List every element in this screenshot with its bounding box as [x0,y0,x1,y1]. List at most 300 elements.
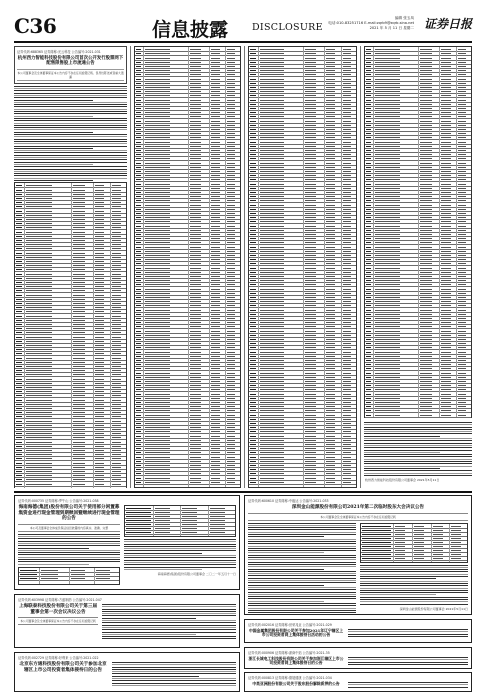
table-cell-text [326,289,335,290]
table-cell-text [326,91,335,92]
table-cell-text [343,116,351,117]
table-cell-text [362,534,391,535]
table-cell-text [16,366,22,367]
table-cell-text [227,314,235,315]
table-cell-text [73,362,85,363]
table-cell-text [260,402,285,403]
table-cell-text [73,374,85,375]
table-cell-text [190,402,202,403]
column-4 [364,46,472,488]
table-cell-text [441,66,450,67]
table-cell-text [73,345,85,346]
table-cell-text [16,236,22,237]
table-cell-text [26,286,52,287]
text-line [364,433,472,434]
table-cell-text [375,331,399,332]
table-cell-text [16,232,22,233]
table-cell-text [227,70,235,71]
table-cell-text [190,184,202,185]
table-cell-text [305,373,317,374]
table-cell-text [420,406,432,407]
table-cell-text [458,339,466,340]
table-cell-text [211,406,220,407]
stock-code-line: 证券代码:002016 证券简称:世荣兆业 公告编号:2021-029 [248,623,332,627]
table-cell-text [145,419,169,420]
table-cell-text [73,400,85,401]
table-cell-text [211,184,220,185]
text-line [248,580,356,581]
table-cell-text [375,58,399,59]
table-cell-text [73,395,85,396]
table-cell-text [73,211,85,212]
text-line [248,539,356,540]
table-cell-text [441,116,450,117]
table-cell-text [433,530,443,531]
table-cell-text [145,251,169,252]
table-cell-text [71,570,85,571]
text-line [14,171,127,172]
text-line [348,682,468,683]
announcement-header [14,46,127,84]
text-line [14,136,127,137]
text-line [248,527,356,528]
table-cell-text [155,508,170,509]
table-cell-text [326,108,335,109]
table-cell-text [190,339,202,340]
table-cell-text [145,163,169,164]
table-cell-text [145,478,169,479]
table-cell-text [366,352,371,353]
table-cell-text [441,146,450,147]
table-cell-text [305,53,317,54]
table-cell-text [26,236,52,237]
table-cell-text [227,431,235,432]
table-cell-text [441,297,450,298]
table-column-rule [225,47,226,487]
table-cell-text [326,58,335,59]
table-cell-text [16,307,22,308]
table-cell-text [73,387,85,388]
announcement-title: 中昊亚洲股份有限公司关于股东股份解除质押的公告 [252,681,340,686]
table-cell-text [420,339,432,340]
table-cell-text [136,53,141,54]
table-cell-text [227,116,235,117]
table-cell-text [190,352,202,353]
table-cell-text [145,49,169,50]
table-cell-text [145,415,169,416]
table-cell-text [441,280,450,281]
table-cell-text [305,49,317,50]
table-cell-text [343,133,351,134]
table-cell-text [366,192,371,193]
table-cell-text [211,360,220,361]
table-cell-text [145,79,169,80]
announcement-body-text [248,523,356,615]
table-cell-text [420,217,432,218]
table-cell-text [260,322,285,323]
table-cell-text [441,251,450,252]
table-cell-text [190,87,202,88]
table-cell-text [227,360,235,361]
table-cell-text [136,171,141,172]
table-cell-text [458,394,466,395]
table-cell-text [136,247,141,248]
table-cell-text [145,184,169,185]
table-cell-text [95,299,105,300]
table-cell-text [95,458,105,459]
table-cell-text [145,100,169,101]
table-cell-text [227,326,235,327]
table-cell-text [395,526,405,527]
text-line [14,118,127,119]
text-line [124,553,202,554]
table-cell-text [190,104,202,105]
table-cell-text [260,205,285,206]
table-cell-text [112,316,121,317]
table-cell-text [250,192,256,193]
table-cell-text [145,423,169,424]
table-cell-text [433,542,443,543]
table-cell-text [16,391,22,392]
table-cell-text [112,437,121,438]
table-cell-text [211,415,220,416]
table-cell-text [211,289,220,290]
text-line [248,559,356,560]
table-cell-text [305,200,317,201]
table-cell-text [458,289,466,290]
table-cell-text [420,318,432,319]
table-cell-text [211,398,220,399]
table-cell-text [211,200,220,201]
table-cell-text [136,389,141,390]
table-cell-text [227,436,235,437]
table-cell-text [136,415,141,416]
table-cell-text [375,305,399,306]
table-cell-text [326,205,335,206]
table-cell-text [136,133,141,134]
table-cell-text [73,379,85,380]
table-cell-text [326,209,335,210]
text-line [248,523,356,524]
table-cell-text [26,387,52,388]
table-cell-text [458,108,466,109]
table-cell-text [227,335,235,336]
table-cell-text [250,167,256,168]
table-cell-text [326,335,335,336]
table-cell-text [375,112,399,113]
text-line [248,529,356,530]
table-cell-text [366,322,371,323]
table-cell-text [343,91,351,92]
table-cell-text [305,213,317,214]
table-cell-text [136,142,141,143]
table-cell-text [16,311,22,312]
table-cell-text [326,116,335,117]
text-line [18,536,120,537]
table-cell-text [145,226,169,227]
table-cell-text [16,467,22,468]
table-cell-text [95,416,105,417]
table-cell-text [420,53,432,54]
table-cell-text [95,370,105,371]
table-cell-text [211,163,220,164]
text-line [364,456,472,457]
table-cell-text [211,461,220,462]
table-cell-text [366,167,371,168]
table-cell-text [305,482,317,483]
table-cell-text [420,335,432,336]
text-line [248,569,324,570]
table-cell-text [136,360,141,361]
table-cell-text [420,125,432,126]
table-cell-text [227,230,235,231]
table-cell-text [16,370,22,371]
table-cell-text [250,163,256,164]
board-notice: 本公司董事会及全体董事保证本公告内容不存在任何虚假记载 [18,617,98,625]
text-line [360,590,468,591]
table-cell-text [227,448,235,449]
table-cell-text [305,427,317,428]
table-cell-text [343,436,351,437]
table-cell-text [260,305,285,306]
table-cell-text [375,247,399,248]
table-cell-text [136,49,141,50]
table-cell-text [250,70,256,71]
table-cell-text [145,473,169,474]
table-cell-text [73,202,85,203]
table-cell-text [458,171,466,172]
table-cell-text [414,542,424,543]
table-row-rule [361,528,467,529]
table-cell-text [227,91,235,92]
table-cell-text [305,196,317,197]
table-cell-text [26,223,52,224]
table-cell-text [326,339,335,340]
table-cell-text [112,450,121,451]
table-cell-text [73,215,85,216]
table-cell-text [250,436,256,437]
table-cell-text [326,49,335,50]
table-cell-text [16,475,22,476]
text-line [364,424,472,425]
table-cell-text [260,331,285,332]
board-notice: 本公司及董事会全体成员保证信息披露的内容真实、准确、完整 [18,524,120,532]
table-cell-text [260,112,285,113]
header-rule [14,41,472,43]
table-cell-text [343,251,351,252]
table-cell-text [366,255,371,256]
table-cell-text [250,234,256,235]
table-cell-text [227,469,235,470]
table-cell-text [95,383,105,384]
table-cell-text [420,171,432,172]
table-cell-text [211,482,220,483]
table-cell-text [95,265,105,266]
text-line [18,552,120,553]
table-cell-text [26,421,52,422]
table-cell-text [71,574,85,575]
table-cell-text [190,66,202,67]
table-cell-text [326,217,335,218]
table-cell-text [136,205,141,206]
section-subtitle: DISCLOSURE [252,22,323,33]
table-cell-text [375,234,399,235]
table-cell-text [136,112,141,113]
table-cell-text [190,373,202,374]
table-cell-text [145,142,169,143]
table-cell-text [414,534,424,535]
table-cell-text [441,175,450,176]
table-cell-text [441,318,450,319]
table-cell-text [326,276,335,277]
text-line [248,596,356,597]
table-cell-text [250,79,256,80]
table-cell-text [136,423,141,424]
table-cell-text [458,91,466,92]
stock-code-line: 证券代码:000906 证券简称:浙商中拓 公告编号:2021-35 [248,651,330,655]
table-cell-text [305,469,317,470]
table-cell-text [441,171,450,172]
table-cell-text [250,331,256,332]
table-cell-text [145,368,169,369]
text-line [248,587,356,588]
table-cell-text [326,293,335,294]
table-cell-text [375,326,399,327]
table-cell-text [73,194,85,195]
table-cell-text [375,137,399,138]
table-cell-text [343,385,351,386]
table-cell-text [441,314,450,315]
table-cell-text [136,335,141,336]
table-cell-text [375,259,399,260]
text-line [248,594,356,595]
table-cell-text [112,471,121,472]
table-cell-text [250,293,256,294]
announcement-box [244,672,472,692]
text-line [248,571,356,572]
text-line [14,155,127,156]
table-cell-text [305,339,317,340]
table-cell-text [26,265,52,266]
table-cell-text [227,217,235,218]
table-cell-text [343,352,351,353]
table-cell-text [145,272,169,273]
table-cell-text [260,263,285,264]
table-cell-text [326,192,335,193]
table-cell-text [16,484,22,485]
table-cell-text [250,377,256,378]
table-cell-text [95,332,105,333]
table-cell-text [136,276,141,277]
text-line [348,662,468,663]
table-cell-text [326,347,335,348]
text-line [14,157,127,158]
table-cell-text [343,318,351,319]
table-cell-text [451,550,461,551]
table-cell-text [441,184,450,185]
announcement-body-text [102,604,236,641]
table-cell-text [227,356,235,357]
table-cell-text [145,364,169,365]
table-cell-text [366,402,371,403]
table-cell-text [95,202,105,203]
table-cell-text [441,339,450,340]
table-cell-text [343,184,351,185]
table-cell-text [250,184,256,185]
table-cell-text [305,230,317,231]
table-cell-text [250,343,256,344]
table-cell-text [182,532,197,533]
table-cell-text [260,116,285,117]
table-cell-text [305,247,317,248]
table-cell-text [211,272,220,273]
table-cell-text [211,444,220,445]
text-line [124,544,236,545]
table-cell-text [95,391,105,392]
table-cell-text [145,175,169,176]
table-cell-text [211,192,220,193]
table-cell-text [375,196,399,197]
table-cell-text [250,108,256,109]
table-column-rule [153,506,154,536]
table-cell-text [420,242,432,243]
table-cell-text [190,129,202,130]
table-cell-text [155,516,170,517]
table-cell-text [375,364,399,365]
table-cell-text [305,301,317,302]
table-cell-text [211,49,220,50]
table-cell-text [112,454,121,455]
text-line [112,673,236,674]
table-cell-text [136,179,141,180]
table-cell-text [441,133,450,134]
table-cell-text [145,427,169,428]
table-cell-text [366,70,371,71]
table-cell-text [112,278,121,279]
table-cell-text [260,314,285,315]
table-cell-text [145,440,169,441]
table-cell-text [420,213,432,214]
table-cell-text [145,196,169,197]
table-cell-text [260,154,285,155]
table-cell-text [211,66,220,67]
table-cell-text [366,108,371,109]
table-cell-text [326,234,335,235]
table-cell-text [136,154,141,155]
table-cell-text [211,394,220,395]
table-cell-text [260,427,285,428]
page-number: C36 [14,14,57,38]
table-cell-text [136,158,141,159]
table-cell-text [375,230,399,231]
text-line [348,659,468,660]
table-cell-text [260,49,285,50]
table-cell-text [250,335,256,336]
table-cell-text [260,352,285,353]
table-cell-text [136,452,141,453]
text-line [360,588,468,589]
table-cell-text [451,546,461,547]
table-cell-text [366,66,371,67]
announcement-body-text [14,86,127,181]
table-cell-text [211,310,220,311]
table-cell-text [441,58,450,59]
table-cell-text [227,104,235,105]
table-cell-text [326,70,335,71]
table-cell-text [227,221,235,222]
table-cell-text [395,554,405,555]
table-cell-text [95,425,105,426]
